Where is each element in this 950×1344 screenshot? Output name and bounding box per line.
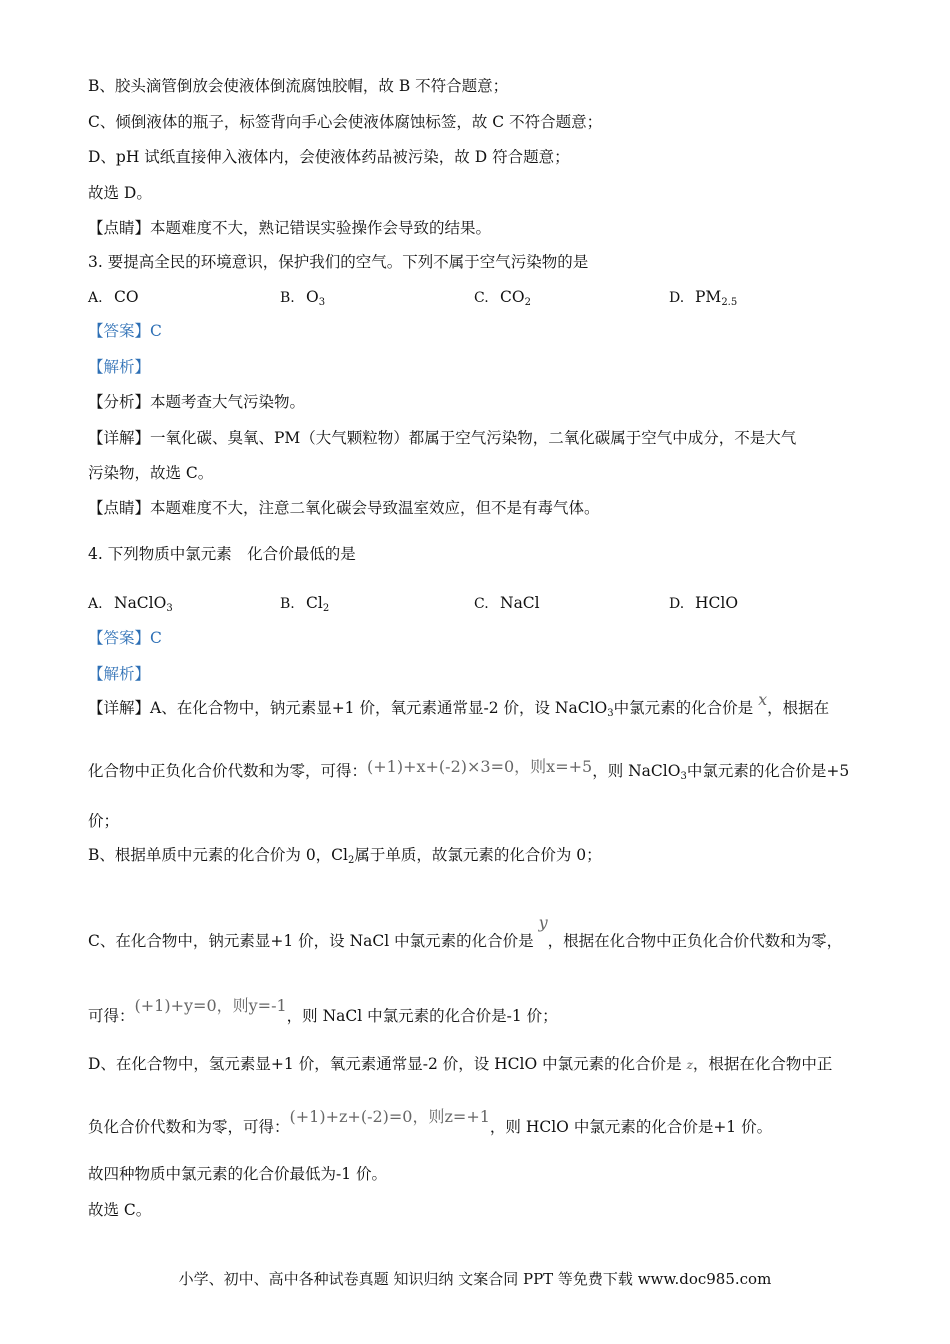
q3-option-d: D. $PM_{2.5}$ xyxy=(669,288,738,308)
q3-tip: 【点睛】本题难度不大，注意二氧化碳会导致温室效应，但不是有毒气体。 xyxy=(88,499,600,517)
q4-detail-a-line-3: 价； xyxy=(88,812,120,830)
q3-detail-line-2: 污染物，故选 C。 xyxy=(88,464,214,482)
q3-option-c: C. $CO_2$ xyxy=(474,288,531,308)
equation: (+1)+z+(-2)=0，则z=+1 xyxy=(289,1107,490,1126)
q4-detail-c-line-1: C、在化合物中，钠元素显+1 价，设 NaCl 中氯元素的化合价是 y，根据在化合物中正负化合价代数和为零， xyxy=(88,913,843,950)
q4-detail-a-line-2: 化合物中正负化合价代数和为零，可得：(+1)+x+(-2)×3=0，则x=+5，则 NaClO$_3$中氯元素的化合价是+5 xyxy=(88,757,850,782)
q4-detail-b: B、根据单质中元素的化合价为 0，$Cl_2$属于单质，故氯元素的化合价为 0； xyxy=(88,846,602,866)
q3-answer: 【答案】C xyxy=(88,322,162,340)
page-footer: 小学、初中、高中各种试卷真题 知识归纳 文案合同 PPT 等免费下载 www.doc985.com xyxy=(178,1270,772,1288)
q3-option-b: B. $O_3$ xyxy=(280,288,326,308)
text-line: 故选 D。 xyxy=(88,184,152,202)
q4-option-b: B. $Cl_2$ xyxy=(280,594,330,614)
q4-conclusion: 故选 C。 xyxy=(88,1201,152,1219)
q4-answer: 【答案】C xyxy=(88,629,162,647)
q4-option-d: D. HClO xyxy=(669,594,739,612)
equation: (+1)+y=0，则y=-1 xyxy=(134,996,287,1015)
q4-summary: 故四种物质中氯元素的化合价最低为-1 价。 xyxy=(88,1165,388,1183)
q4-detail-a-line-1: 【详解】A、在化合物中，钠元素显+1 价，氧元素通常显-2 价，设 NaClO$_3$中氯元素的化合价是 x，根据在 xyxy=(88,690,830,719)
q3-analysis-label: 【解析】 xyxy=(88,358,151,376)
equation: (+1)+x+(-2)×3=0，则x=+5 xyxy=(367,757,593,776)
text-line: B、胶头滴管倒放会使液体倒流腐蚀胶帽，故 B 不符合题意； xyxy=(88,77,509,95)
q4-detail-d-line-1: D、在化合物中，氢元素显+1 价，氧元素通常显-2 价，设 HClO 中氯元素的化合价是 z，根据在化合物中正 xyxy=(88,1055,833,1073)
text-line: C、倾倒液体的瓶子，标签背向手心会使液体腐蚀标签，故 C 不符合题意； xyxy=(88,113,603,131)
question-4-stem: 4. 下列物质中氯元素 化合价最低的是 xyxy=(88,545,356,563)
q4-detail-d-line-2: 负化合价代数和为零，可得：(+1)+z+(-2)=0，则z=+1，则 HClO 中氯元素的化合价是+1 价。 xyxy=(88,1107,773,1136)
q3-detail-line-1: 【详解】一氧化碳、臭氧、PM（大气颗粒物）都属于空气污染物，二氧化碳属于空气中成分，不是大气 xyxy=(88,429,797,447)
q4-option-c: C. NaCl xyxy=(474,594,540,612)
q4-analysis-label: 【解析】 xyxy=(88,665,151,683)
q3-option-a: A. CO xyxy=(88,288,139,306)
question-3-stem: 3. 要提高全民的环境意识，保护我们的空气。下列不属于空气污染物的是 xyxy=(88,253,589,271)
text-line: D、pH 试纸直接伸入液体内，会使液体药品被污染，故 D 符合题意； xyxy=(88,148,570,166)
q4-detail-c-line-2: 可得：(+1)+y=0，则y=-1，则 NaCl 中氯元素的化合价是-1 价； xyxy=(88,996,558,1025)
q3-fenxi: 【分析】本题考查大气污染物。 xyxy=(88,393,306,411)
q4-option-a: A. NaClO$_3$ xyxy=(88,594,173,614)
tip-line: 【点睛】本题难度不大，熟记错误实验操作会导致的结果。 xyxy=(88,219,492,237)
